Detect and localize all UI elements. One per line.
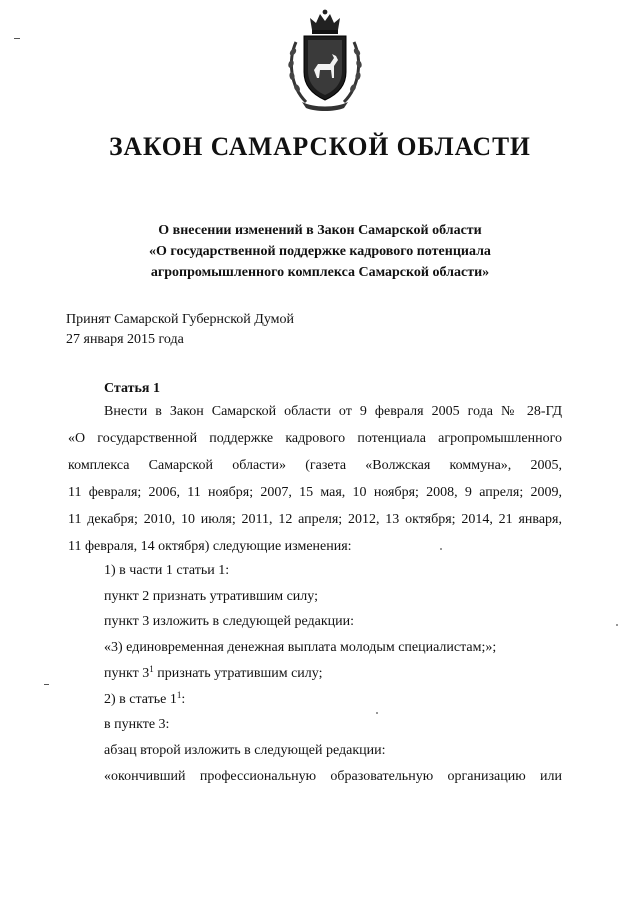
scan-speck <box>14 38 20 39</box>
subtitle-line: агропромышленного комплекса Самарской области» <box>150 265 490 280</box>
item-text: пункт 3 <box>104 666 150 681</box>
list-item: в пункте 3: <box>104 717 170 732</box>
list-item <box>104 666 323 682</box>
law-subtitle <box>80 220 560 283</box>
scan-speck <box>376 712 378 714</box>
law-title: ЗАКОН САМАРСКОЙ ОБЛАСТИ <box>109 132 531 161</box>
adoption-line: Принят Самарской Губернской Думой <box>66 312 295 327</box>
article-title: Статья 1 <box>104 381 160 396</box>
adoption-date: 27 января 2015 года <box>66 332 184 347</box>
list-item: пункт 2 признать утратившим силу; <box>104 589 318 604</box>
superscript: 1 <box>176 690 182 700</box>
paragraph-line: 11 февраля, 14 октября) следующие изменения: <box>68 539 352 554</box>
item-text: : <box>181 692 186 707</box>
item-text: признать утратившим силу; <box>153 666 323 681</box>
subtitle-line: О внесении изменений в Закон Самарской области <box>158 223 482 238</box>
scan-speck <box>440 548 442 550</box>
superscript: 1 <box>149 664 154 674</box>
paragraph-line: 11 декабря; 2010, 10 июля; 2011, 12 апреля; 2012, 13 октября; 2014, 21 января, <box>68 512 562 527</box>
list-item <box>104 692 185 708</box>
adoption-note <box>66 310 294 350</box>
subtitle-line: «О государственной поддержке кадрового потенциала <box>149 244 491 259</box>
paragraph-line: 11 февраля; 2006, 11 ноября; 2007, 15 мая, 10 ноября; 2008, 9 апреля; 2009, <box>68 485 562 500</box>
scan-speck <box>44 684 49 685</box>
item-text: 2) в статье 1 <box>104 692 177 707</box>
list-item: пункт 3 изложить в следующей редакции: <box>104 614 354 629</box>
paragraph-line: Внести в Закон Самарской области от 9 февраля 2005 года № 28-ГД <box>104 404 562 419</box>
paragraph-line: комплекса Самарской области» (газета «Волжская коммуна», 2005, <box>68 458 562 473</box>
samara-coat-of-arms-emblem <box>282 8 368 112</box>
list-item: «окончивший профессиональную образовательную организацию или <box>104 769 562 784</box>
scan-speck <box>616 624 618 626</box>
list-item: 1) в части 1 статьи 1: <box>104 563 230 578</box>
list-item: абзац второй изложить в следующей редакции: <box>104 743 386 758</box>
list-item: «3) единовременная денежная выплата молодым специалистам;»; <box>104 640 497 655</box>
paragraph-line: «О государственной поддержке кадрового потенциала агропромышленного <box>68 431 562 446</box>
